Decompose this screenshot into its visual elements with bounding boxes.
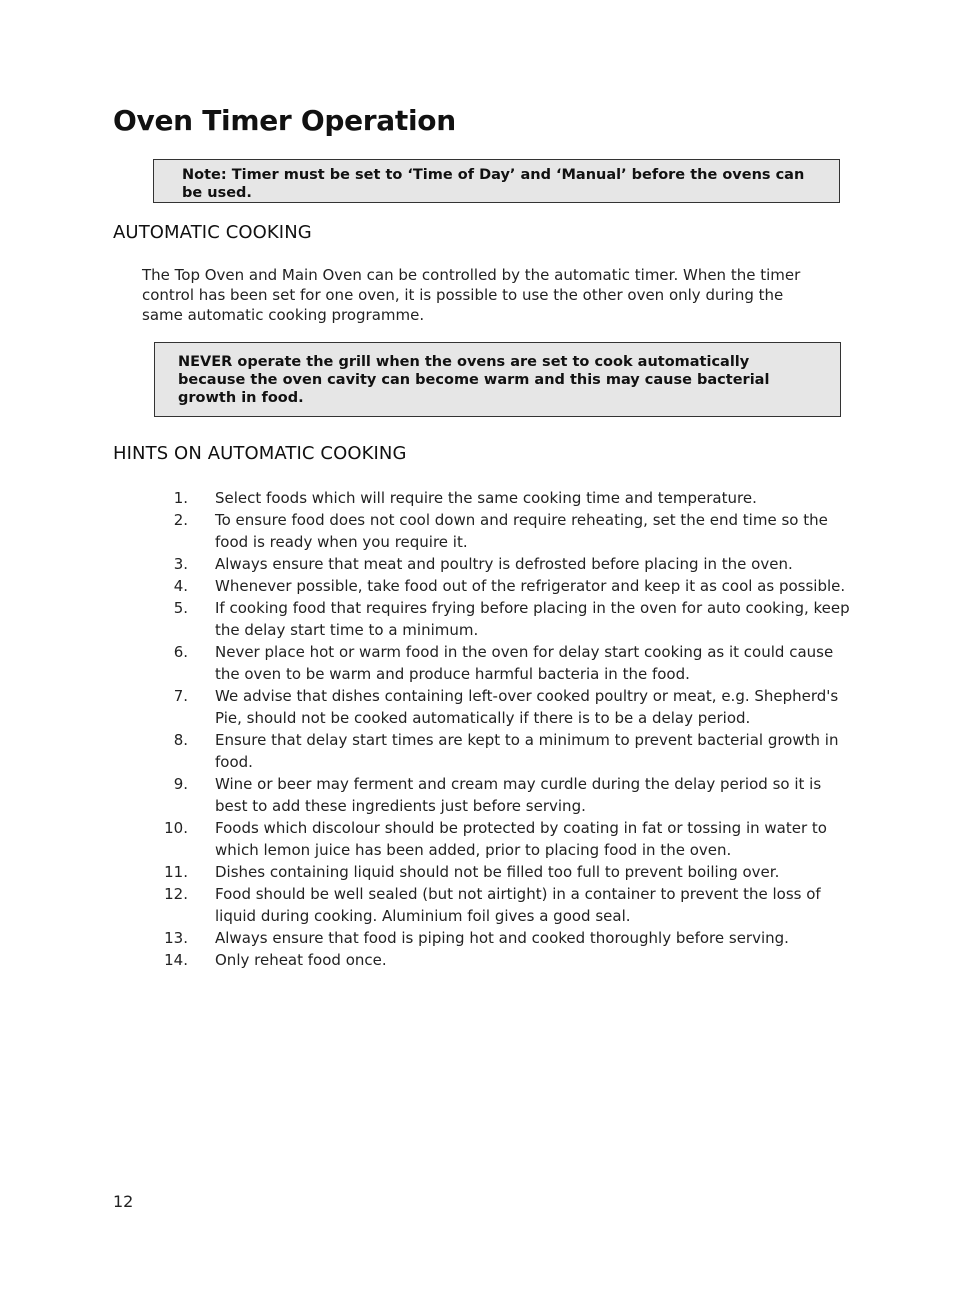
automatic-cooking-paragraph: The Top Oven and Main Oven can be controlled by the automatic timer. When the timer control has been set for one oven, it is possible to use the other oven only during the same automatic cooking programme. (142, 266, 801, 324)
hint-item (160, 927, 850, 949)
hint-number: 1. (173, 489, 188, 507)
hint-number: 10. (164, 819, 188, 837)
hint-item (160, 553, 850, 575)
hint-number: 6. (173, 643, 188, 661)
hint-number: 2. (173, 511, 188, 529)
hint-number: 8. (173, 731, 188, 749)
hint-number: 7. (173, 687, 188, 705)
hint-item (160, 487, 850, 509)
hint-text: Whenever possible, take food out of the refrigerator and keep it as cool as possible. (215, 577, 846, 595)
hint-text: Foods which discolour should be protected by coating in fat or tossing in water to which lemon juice has been added, prior to placing food in the oven. (215, 819, 827, 859)
hint-number: 11. (164, 863, 188, 881)
hint-number: 4. (173, 577, 188, 595)
hint-item (160, 509, 850, 553)
hint-number: 5. (173, 599, 188, 617)
hint-text: Only reheat food once. (215, 951, 387, 969)
hint-item (160, 597, 850, 641)
page-title: Oven Timer Operation (113, 104, 456, 137)
automatic-cooking-heading: AUTOMATIC COOKING (113, 222, 312, 243)
hint-item (160, 641, 850, 685)
timer-note-box: Note: Timer must be set to ‘Time of Day’ and ‘Manual’ before the ovens can be used. (153, 159, 840, 203)
hint-text: Never place hot or warm food in the oven for delay start cooking as it could cause the oven to be warm and produce harmful bacteria in the food. (215, 643, 834, 683)
hint-item (160, 949, 850, 971)
hints-heading: HINTS ON AUTOMATIC COOKING (113, 443, 407, 464)
hint-number: 14. (164, 951, 188, 969)
hint-text: Always ensure that food is piping hot and cooked thoroughly before serving. (215, 929, 789, 947)
hint-item (160, 883, 850, 927)
hint-item (160, 729, 850, 773)
hint-number: 12. (164, 885, 188, 903)
hint-number: 3. (173, 555, 188, 573)
hint-number: 9. (173, 775, 188, 793)
hint-item (160, 685, 850, 729)
hint-text: Always ensure that meat and poultry is defrosted before placing in the oven. (215, 555, 793, 573)
hint-text: Food should be well sealed (but not airtight) in a container to prevent the loss of liquid during cooking. Aluminium foil gives a good seal. (215, 885, 821, 925)
hint-item (160, 817, 850, 861)
page-number: 12 (113, 1192, 134, 1211)
hint-text: Select foods which will require the same cooking time and temperature. (215, 489, 757, 507)
hint-text: Dishes containing liquid should not be filled too full to prevent boiling over. (215, 863, 780, 881)
hint-item (160, 861, 850, 883)
hint-text: To ensure food does not cool down and require reheating, set the end time so the food is ready when you require it. (215, 511, 828, 551)
hint-text: Wine or beer may ferment and cream may curdle during the delay period so it is best to add these ingredients just before serving. (215, 775, 822, 815)
hints-list (160, 487, 850, 971)
hint-text: We advise that dishes containing left-over cooked poultry or meat, e.g. Shepherd's Pie, should not be cooked automatically if there is to be a delay period. (215, 687, 839, 727)
hint-item (160, 575, 850, 597)
hint-text: If cooking food that requires frying before placing in the oven for auto cooking, keep the delay start time to a minimum. (215, 599, 850, 639)
grill-warning-box: NEVER operate the grill when the ovens are set to cook automatically because the oven cavity can become warm and this may cause bacterial growth in food. (154, 342, 841, 417)
hint-number: 13. (164, 929, 188, 947)
hint-text: Ensure that delay start times are kept to a minimum to prevent bacterial growth in food. (215, 731, 839, 771)
hint-item (160, 773, 850, 817)
